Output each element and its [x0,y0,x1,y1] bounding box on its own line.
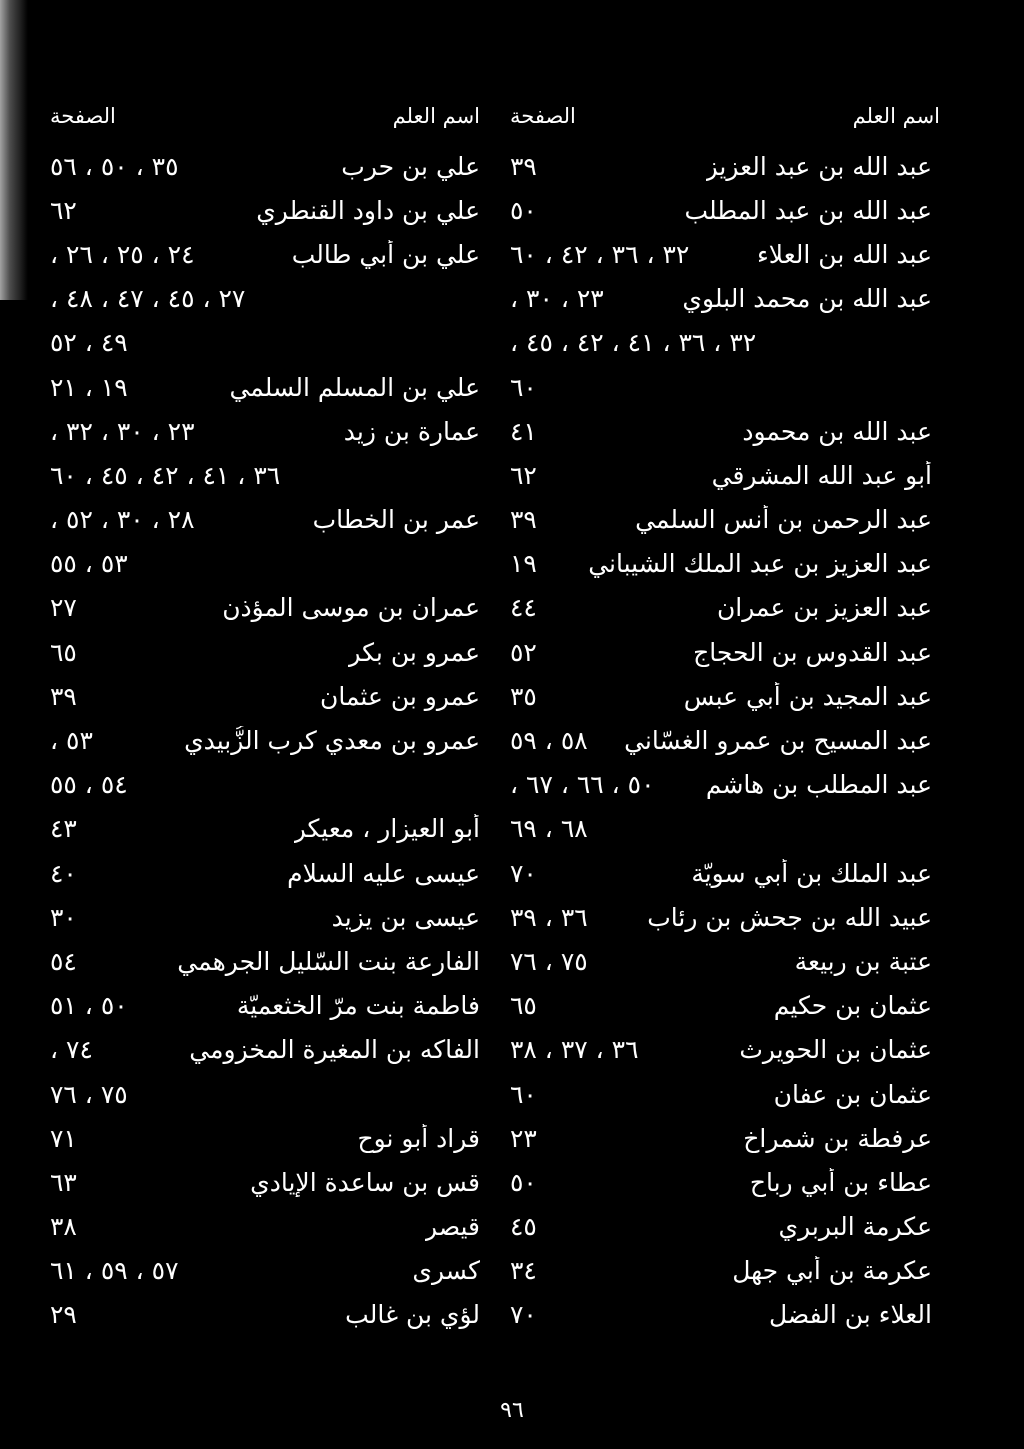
entry-pages: ٣٦ ، ٣٧ ، ٣٨ [510,1035,639,1065]
header-name-label: اسم العلم [392,104,480,128]
index-entry [510,188,940,232]
entry-name: الفاكه بن المغيرة المخزومي [189,1035,480,1065]
entry-pages: ٧١ [50,1123,77,1153]
entry-name: عمرو بن عثمان [319,681,480,711]
index-entry [510,895,940,939]
entry-name: عمارة بن زيد [343,416,480,446]
entry-pages: ٥٠ ، ٥١ [50,991,128,1021]
index-entry [50,895,480,939]
entry-name: علي بن المسلم السلمي [229,372,480,402]
entry-pages: ٦٢ [50,195,77,225]
entry-name: عمر بن الخطاب [312,505,480,535]
entry-pages: ٣٢ ، ٣٦ ، ٤١ ، ٤٢ ، ٤٥ ، [510,328,757,358]
entry-name: عمرو بن بكر [348,637,480,667]
entry-pages: ٢٩ [50,1300,77,1330]
entry-pages: ٢٣ [510,1123,537,1153]
entry-name: عمران بن موسى المؤذن [222,593,480,623]
entry-pages: ٤١ [510,416,537,446]
scan-edge-artifact [0,0,28,300]
index-column-right [510,88,940,1418]
index-entry [50,1028,480,1072]
entry-pages: ٧٥ ، ٧٦ [510,946,588,976]
index-entry [510,630,940,674]
index-entry [50,763,480,807]
entry-name: عتبة بن ربيعة [794,946,932,976]
entry-pages: ٣٤ [510,1256,537,1286]
index-entry [510,939,940,983]
entry-name: عبد العزيز بن عبد الملك الشيباني [588,549,932,579]
entry-name: علي بن داود القنطري [256,195,480,225]
entry-name: الفارعة بنت السّليل الجرهمي [177,946,480,976]
index-entry [50,144,480,188]
index-entry [510,144,940,188]
entry-name: عيسى عليه السلام [287,858,480,888]
entry-pages: ٣٥ [510,681,537,711]
index-entry [510,409,940,453]
entry-name: عيسى بن يزيد [331,902,480,932]
index-entry [50,939,480,983]
entry-pages: ٧٠ [510,858,537,888]
index-entry [50,409,480,453]
index-entry [510,232,940,276]
entry-name: قراد أبو نوح [357,1123,480,1153]
entry-name: عطاء بن أبي رباح [749,1167,932,1197]
entry-pages: ٤٩ ، ٥٢ [50,328,128,358]
index-entry [510,1160,940,1204]
index-entry [50,188,480,232]
entry-pages: ١٩ [510,549,537,579]
entry-name: عكرمة بن أبي جهل [732,1256,932,1286]
entry-pages: ٢٨ ، ٣٠ ، ٥٢ ، [50,505,195,535]
entry-pages: ٦٣ [50,1167,77,1197]
entry-pages: ٣٦ ، ٤١ ، ٤٢ ، ٤٥ ، ٦٠ [50,460,281,490]
entry-pages: ٣٥ ، ٥٠ ، ٥٦ [50,151,179,181]
index-entry [510,1249,940,1293]
entry-pages: ٣٩ [510,505,537,535]
column-header [510,88,940,144]
entry-pages: ٤٥ [510,1212,537,1242]
index-entry [510,1293,940,1337]
entry-pages: ٥٤ [50,946,77,976]
entry-pages: ٢٧ ، ٤٥ ، ٤٧ ، ٤٨ ، [50,284,246,314]
entry-pages: ٥٨ ، ٥٩ [510,726,588,756]
index-entry [50,277,480,321]
entry-pages: ٦٨ ، ٦٩ [510,814,588,844]
index-entry [50,453,480,497]
entry-pages: ٦٠ [510,1079,537,1109]
entry-name: كسرى [412,1256,480,1286]
entry-pages: ٥٢ [510,637,537,667]
index-entry [50,321,480,365]
entry-pages: ٥٣ ، [50,726,93,756]
entry-name: عبد المسيح بن عمرو الغسّاني [624,726,932,756]
index-entry [50,1249,480,1293]
column-header [50,88,480,144]
entry-name: عبد الملك بن أبي سويّة [691,858,932,888]
index-entry [50,365,480,409]
entry-name: عبد القدوس بن الحجاج [693,637,932,667]
entry-pages: ٥٠ ، ٦٦ ، ٦٧ ، [510,770,655,800]
entry-pages: ٢٤ ، ٢٥ ، ٢٦ ، [50,239,195,269]
entry-pages: ٥٣ ، ٥٥ [50,549,128,579]
index-entry [50,1160,480,1204]
entry-pages: ٥٠ [510,1167,537,1197]
index-entry [50,1072,480,1116]
entry-name: عرفطة بن شمراخ [743,1123,932,1153]
index-entry [50,1116,480,1160]
entry-pages: ١٩ ، ٢١ [50,372,128,402]
index-entry [50,1205,480,1249]
entry-name: قيصر [425,1212,480,1242]
index-entry [50,630,480,674]
entry-pages: ٣٢ ، ٣٦ ، ٤٢ ، ٦٠ [510,239,690,269]
entry-name: عبد الله بن عبد العزيز [705,151,932,181]
entry-pages: ٤٣ [50,814,77,844]
index-entry [50,498,480,542]
index-entry [510,542,940,586]
index-entry [510,365,940,409]
entry-name: عثمان بن حكيم [773,991,932,1021]
index-entry [50,984,480,1028]
entry-pages: ٧٤ ، [50,1035,93,1065]
index-entry [50,718,480,762]
entry-name: العلاء بن الفضل [768,1300,932,1330]
entry-pages: ٦٥ [510,991,537,1021]
entry-name: عبد الله بن عبد المطلب [684,195,932,225]
index-page [50,88,940,1418]
entry-name: عبد العزيز بن عمران [716,593,932,623]
index-entry [50,807,480,851]
index-entry [510,321,940,365]
index-entry [510,984,940,1028]
entry-name: عبد الله بن العلاء [757,239,932,269]
entry-name: عبد الله بن محمد البلوي [682,284,932,314]
index-entry [510,1116,940,1160]
page-number: ٩٦ [500,1398,524,1423]
entry-pages: ٣٨ [50,1212,77,1242]
index-entry [50,232,480,276]
entry-pages: ٦٥ [50,637,77,667]
entry-pages: ٢٣ ، ٣٠ ، ٣٢ ، [50,416,195,446]
entry-pages: ٦٠ [510,372,537,402]
index-entry [50,542,480,586]
entry-pages: ٢٣ ، ٣٠ ، [510,284,604,314]
entry-name: عبد الله بن محمود [742,416,932,446]
entry-name: عثمان بن الحويرث [739,1035,932,1065]
entry-pages: ٧٠ [510,1300,537,1330]
index-entry [510,674,940,718]
entry-pages: ٣٩ [510,151,537,181]
entry-pages: ٦٢ [510,460,537,490]
entry-name: فاطمة بنت مرّ الخثعميّة [236,991,480,1021]
index-entry [510,807,940,851]
index-entry [50,1293,480,1337]
index-entry [510,1205,940,1249]
index-entry [510,277,940,321]
entry-pages: ٤٤ [510,593,537,623]
index-entry [510,1028,940,1072]
entry-name: لؤي بن غالب [345,1300,480,1330]
entry-pages: ٣٠ [50,902,77,932]
entry-name: قس بن ساعدة الإيادي [250,1167,480,1197]
entry-name: عبد المطلب بن هاشم [705,770,932,800]
entry-name: عبد الرحمن بن أنس السلمي [635,505,932,535]
entry-pages: ٢٧ [50,593,77,623]
index-entry [50,586,480,630]
index-entry [510,498,940,542]
index-entry [510,851,940,895]
entry-pages: ٥٤ ، ٥٥ [50,770,128,800]
index-entry [510,586,940,630]
entry-name: أبو عبد الله المشرقي [711,460,932,490]
entry-name: عكرمة البربري [778,1212,932,1242]
index-entry [510,453,940,497]
header-page-label: الصفحة [510,104,576,128]
entry-pages: ٧٥ ، ٧٦ [50,1079,128,1109]
index-entry [510,763,940,807]
index-entry [50,851,480,895]
entry-pages: ٤٠ [50,858,77,888]
entry-pages: ٥٧ ، ٥٩ ، ٦١ [50,1256,179,1286]
entry-name: عبد المجيد بن أبي عبس [683,681,932,711]
entry-pages: ٥٠ [510,195,537,225]
header-page-label: الصفحة [50,104,116,128]
entry-pages: ٣٩ [50,681,77,711]
index-entry [510,718,940,762]
entry-name: أبو العيزار ، معيكر [293,814,480,844]
entry-name: عثمان بن عفان [773,1079,932,1109]
entry-name: علي بن حرب [341,151,480,181]
entry-name: عبيد الله بن جحش بن رئاب [647,902,932,932]
index-column-left [50,88,480,1418]
entry-pages: ٣٦ ، ٣٩ [510,902,588,932]
entry-name: علي بن أبي طالب [291,239,480,269]
index-entry [50,674,480,718]
index-entry [510,1072,940,1116]
header-name-label: اسم العلم [852,104,940,128]
entry-name: عمرو بن معدي كرب الزُّبيدي [184,726,480,756]
